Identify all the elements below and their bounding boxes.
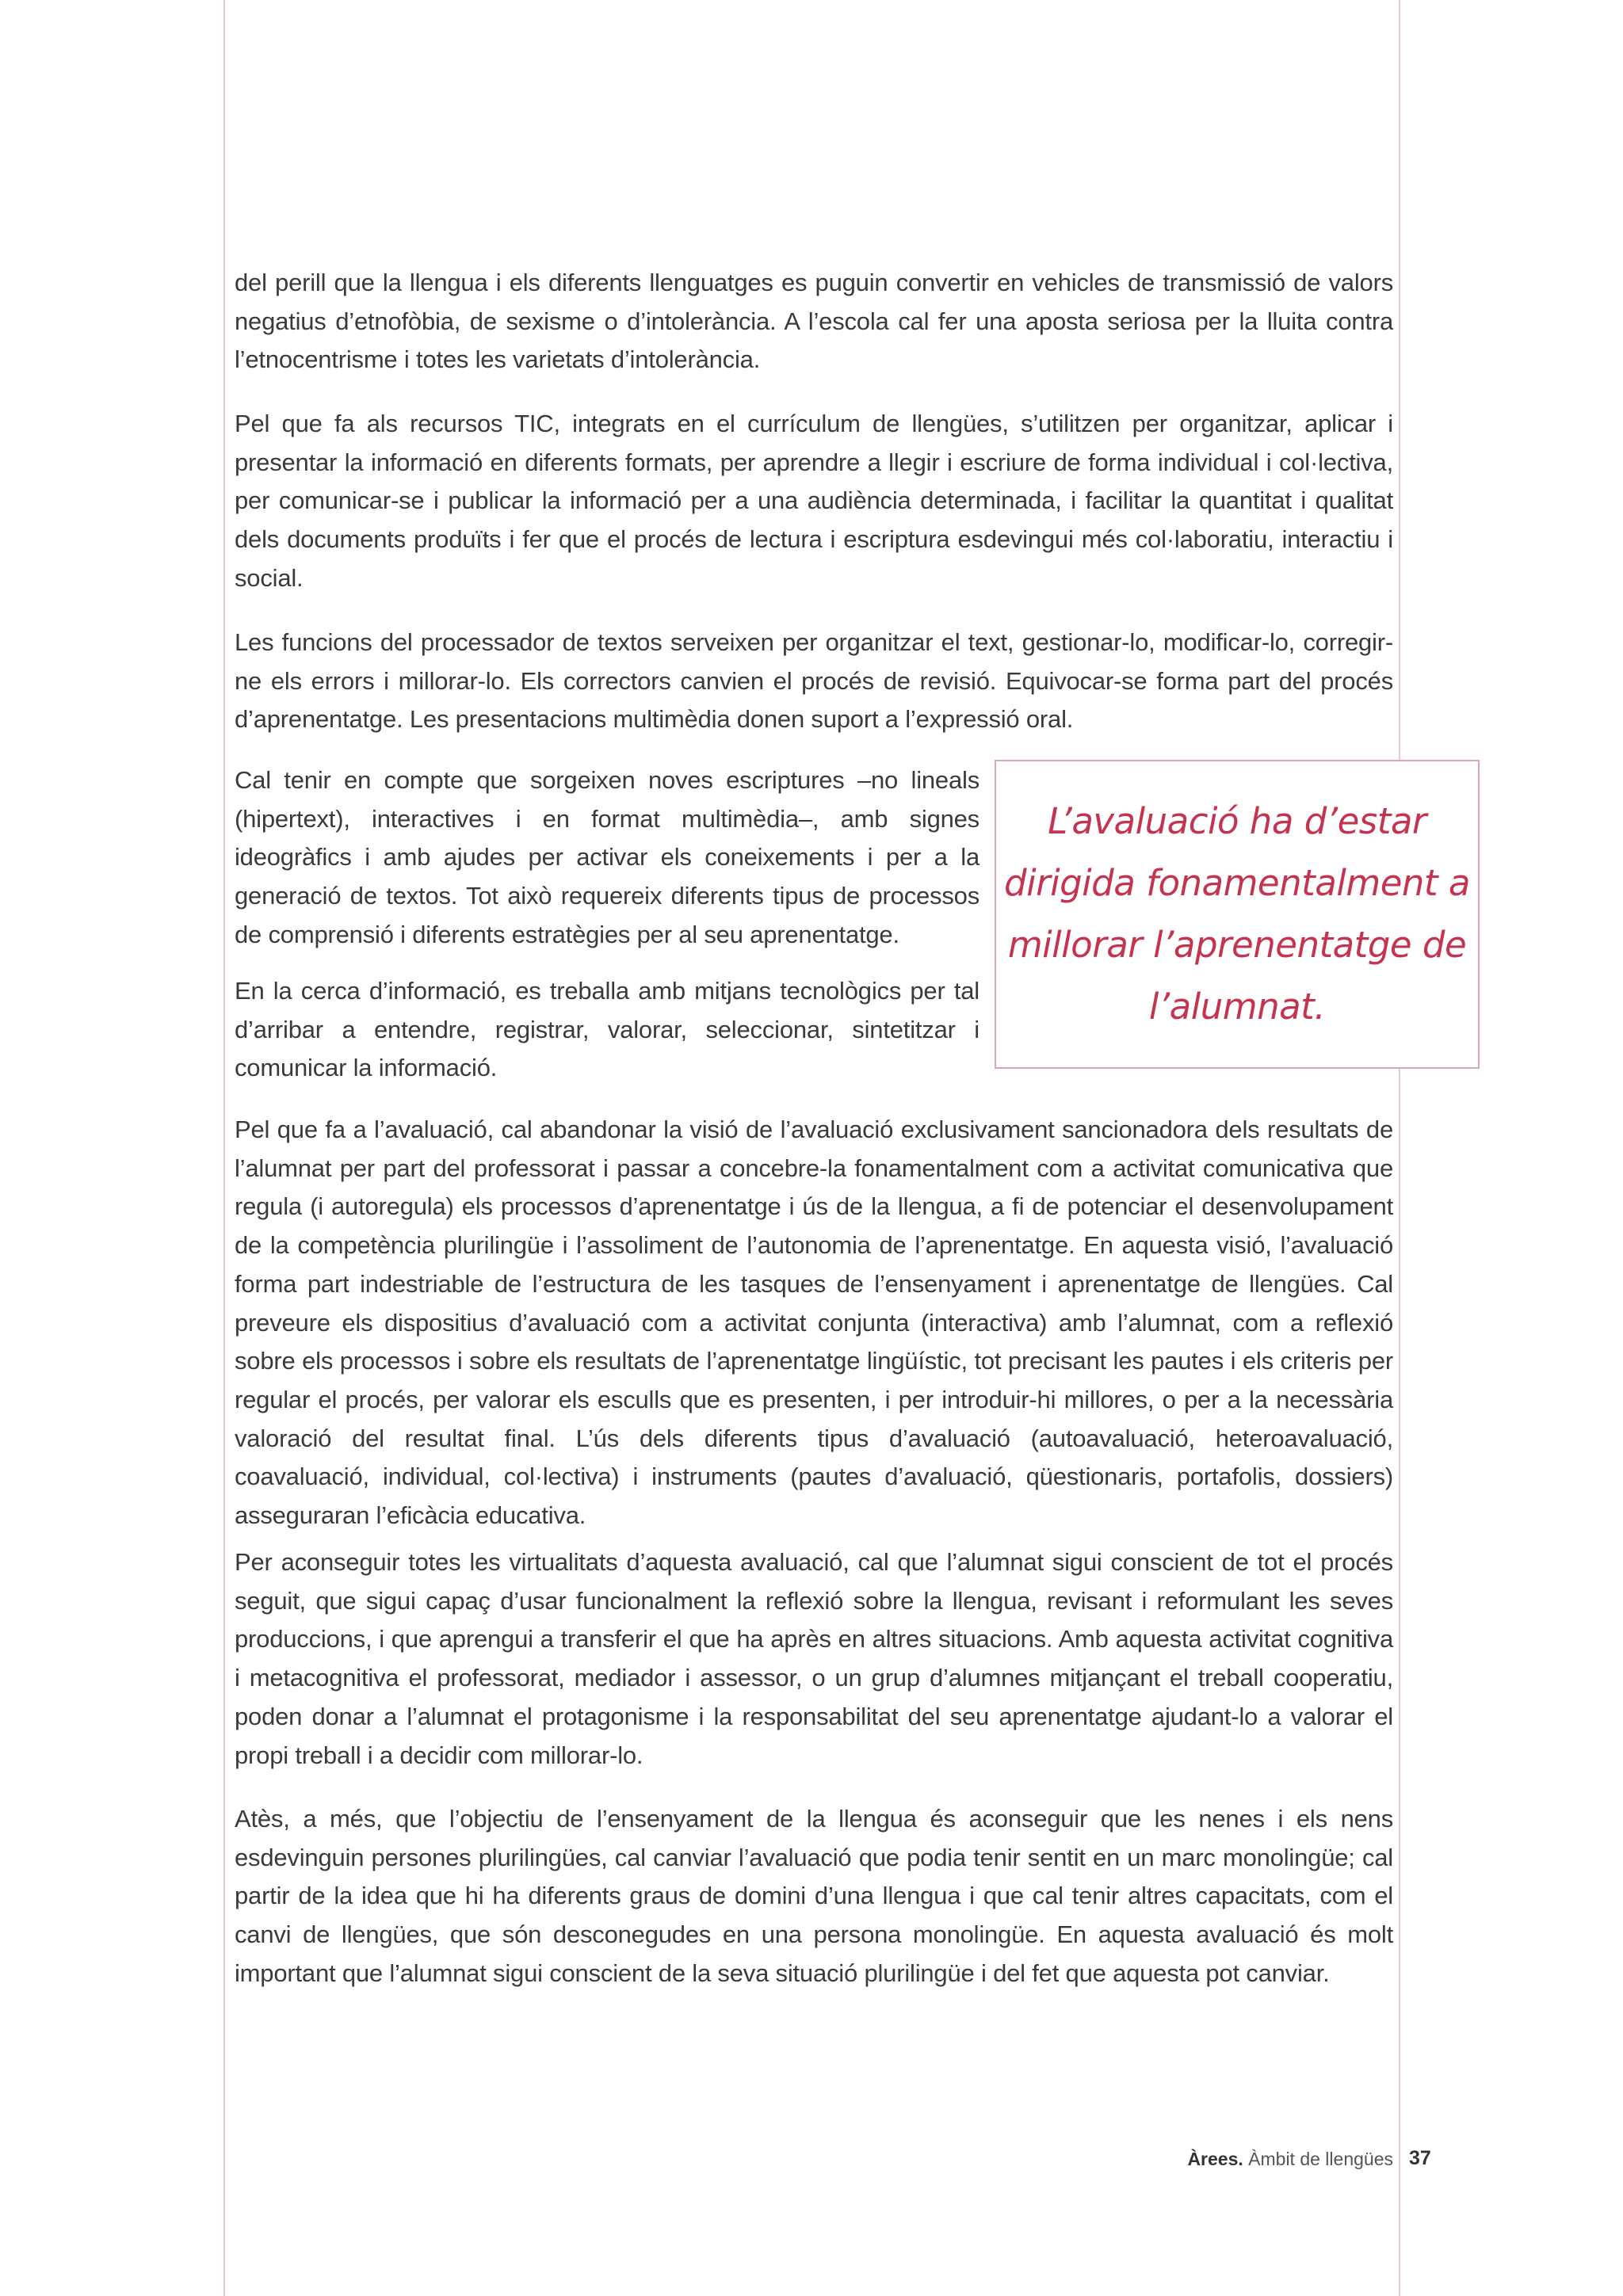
running-footer (1187, 2149, 1393, 2170)
paragraph-4: Cal tenir en compte que sorgeixen noves escriptures –no lineals (hipertext), interactives i en format multimèdia–, amb signes ideogràfics i amb ajudes per activar els coneixements i per a la generació de textos. Tot això requereix diferents tipus de processos de comprensió i diferents estratègies per al seu aprenentatge. (235, 766, 980, 948)
footer-section: Àrees. (1187, 2149, 1243, 2169)
paragraph-8: Atès, a més, que l’objectiu de l’ensenyament de la llengua és aconseguir que les nenes i els nens esdevinguin persones plurilingües, cal canviar l’avaluació que podia tenir sentit en un marc monolingüe; cal partir de la idea que hi ha diferents graus de domini d’una llengua i que cal tenir altres capacitats, com el canvi de llengües, que són desconegudes en una persona monolingüe. En aquesta avaluació és molt important que l’alumnat sigui conscient de la seva situació plurilingüe i del fet que aquesta pot canviar. (235, 1805, 1393, 1987)
pull-quote-box (995, 760, 1480, 1069)
paragraph-2: Pel que fa als recursos TIC, integrats en el currículum de llengües, s’utilitzen per organitzar, aplicar i presentar la informació en diferents formats, per aprendre a llegir i escriure de forma individual i col·lectiva, per comunicar-se i publicar la informació per a una audiència determinada, i facilitar la quantitat i qualitat dels documents produïts i fer que el procés de lectura i escriptura esdevingui més col·laboratiu, interactiu i social. (235, 410, 1393, 592)
pull-quote: L’avaluació ha d’estar dirigida fonamentalment a millorar l’aprenentatge de l’alumnat. (1004, 800, 1470, 1028)
page-number: 37 (1409, 2147, 1431, 2169)
paragraph-1: del perill que la llengua i els diferents llenguatges es puguin convertir en vehicles de transmissió de valors negatius d’etnofòbia, de sexisme o d’intolerància. A l’escola cal fer una aposta seriosa per la lluita contra l’etnocentrisme i totes les varietats d’intolerància. (235, 269, 1393, 374)
paragraph-6: Pel que fa a l’avaluació, cal abandonar la visió de l’avaluació exclusivament sancionadora dels resultats de l’alumnat per part del professorat i passar a concebre-la fonamentalment com a activitat comunicativa que regula (i autoregula) els processos d’aprenentatge i ús de la llengua, a fi de potenciar el desenvolupament de la competència plurilingüe i l’assoliment de l’autonomia de l’aprenentatge. En aquesta visió, l’avaluació forma part indestriable de l’estructura de les tasques de l’ensenyament i aprenentatge de llengües. Cal preveure els dispositius d’avaluació com a activitat conjunta (interactiva) amb l’alumnat, com a reflexió sobre els processos i sobre els resultats de l’aprenentatge lingüístic, tot precisant les pautes i els criteris per regular el procés, per valorar els esculls que es presenten, i per introduir-hi millores, o per a la necessària valoració del resultat final. L’ús dels diferents tipus d’avaluació (autoavaluació, heteroavaluació, coavaluació, individual, col·lectiva) i instruments (pautes d’avaluació, qüestionaris, portafolis, dossiers) asseguraran l’eficàcia educativa. (235, 1116, 1393, 1530)
paragraph-7: Per aconseguir totes les virtualitats d’aquesta avaluació, cal que l’alumnat sigui conscient de tot el procés seguit, que sigui capaç d’usar funcionalment la reflexió sobre la llengua, revisant i reformulant les seves produccions, i que aprengui a transferir el que ha après en altres situacions. Amb aquesta activitat cognitiva i metacognitiva el professorat, mediador i assessor, o un grup d’alumnes mitjançant el treball cooperatiu, poden donar a l’alumnat el protagonisme i la responsabilitat del seu aprenentatge ajudant-lo a valorar el propi treball i a decidir com millorar-lo. (235, 1548, 1393, 1769)
paragraph-3: Les funcions del processador de textos serveixen per organitzar el text, gestionar-lo, modificar-lo, corregir-ne els errors i millorar-lo. Els correctors canvien el procés de revisió. Equivocar-se forma part del procés d’aprenentatge. Les presentacions multimèdia donen suport a l’expressió oral. (235, 628, 1393, 734)
right-margin-rule (1399, 0, 1400, 2296)
left-margin-rule (223, 0, 225, 2296)
paragraph-5: En la cerca d’informació, es treballa amb mitjans tecnològics per tal d’arribar a entendre, registrar, valorar, seleccionar, sintetitzar i comunicar la informació. (235, 977, 980, 1082)
footer-subsection: Àmbit de llengües (1248, 2149, 1393, 2169)
